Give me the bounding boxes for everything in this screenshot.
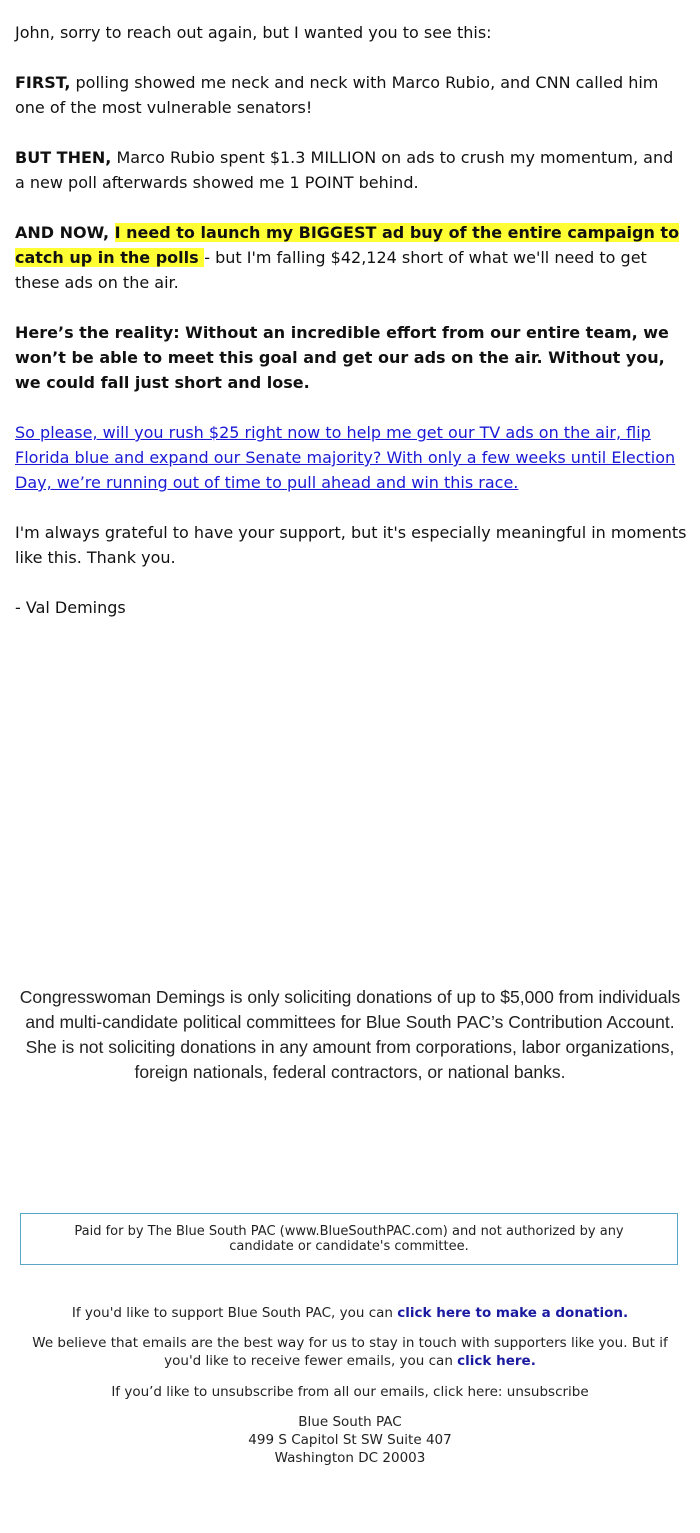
solicitation-disclaimer: Congresswoman Demings is only soliciting donations of up to $5,000 from individuals and multi-candidate political committees for Blue South PAC’s Contribution Account. She is not soliciting donations in any amount from corporations, labor organizations, foreign nationals, federal contractors, or national banks. bbox=[19, 987, 681, 1082]
paragraph-thanks: I'm always grateful to have your support, but it's especially meaningful in moments like this. Thank you. bbox=[15, 523, 687, 567]
paid-for-text: Paid for by The Blue South PAC (www.BlueSouthPAC.com) and not authorized by any candidate or candidate's committee. bbox=[74, 1224, 624, 1254]
first-text: polling showed me neck and neck with Marco Rubio, and CNN called him one of the most vulnerable senators! bbox=[15, 73, 659, 117]
mailing-address bbox=[20, 1413, 680, 1467]
donation-link[interactable]: click here to make a donation. bbox=[397, 1305, 629, 1321]
but-then-lead: BUT THEN, bbox=[15, 148, 112, 167]
fewer-emails-text: We believe that emails are the best way for us to stay in touch with supporters like you. But if you'd like to receive fewer emails, you can bbox=[32, 1335, 668, 1369]
highlighted-text: I need to launch my BIGGEST ad buy of the entire campaign to catch up in the polls bbox=[15, 223, 680, 267]
greeting: John, sorry to reach out again, but I wanted you to see this: bbox=[15, 23, 492, 42]
but-then-text: Marco Rubio spent $1.3 MILLION on ads to crush my momentum, and a new poll afterwards showed me 1 POINT behind. bbox=[15, 148, 674, 192]
first-lead: FIRST, bbox=[15, 73, 71, 92]
and-now-lead: AND NOW, bbox=[15, 223, 115, 242]
support-text: If you'd like to support Blue South PAC, you can bbox=[71, 1305, 398, 1321]
paragraph-donate bbox=[15, 420, 687, 495]
signature: - Val Demings bbox=[15, 598, 126, 617]
paragraph-first bbox=[15, 70, 687, 120]
unsubscribe-line bbox=[20, 1383, 680, 1401]
address-line-2: Washington DC 20003 bbox=[274, 1450, 426, 1466]
fewer-emails-line bbox=[20, 1334, 680, 1370]
support-line bbox=[20, 1304, 680, 1322]
and-now-text: - but I'm falling $42,124 short of what we'll need to get these ads on the air. bbox=[15, 248, 647, 292]
paragraph-and-now bbox=[15, 220, 687, 295]
paragraph-reality: Here’s the reality: Without an incredible effort from our entire team, we won’t be able to meet this goal and get our ads on the air. Without you, we could fall just short and lose. bbox=[15, 323, 669, 392]
paragraph-but-then bbox=[15, 145, 687, 195]
paid-for-box bbox=[20, 1213, 678, 1265]
unsubscribe-text: If you’d like to unsubscribe from all our emails, click here: bbox=[111, 1384, 507, 1400]
unsubscribe-link[interactable]: unsubscribe bbox=[506, 1384, 589, 1400]
address-line-1: 499 S Capitol St SW Suite 407 bbox=[248, 1432, 452, 1448]
donate-link[interactable]: So please, will you rush $25 right now to help me get our TV ads on the air, flip Florida blue and expand our Senate majority? With only a few weeks until Election Day, we’re running out of time to pull ahead and win this race. bbox=[15, 423, 676, 492]
org-name: Blue South PAC bbox=[298, 1414, 402, 1430]
fewer-emails-link[interactable]: click here. bbox=[457, 1353, 536, 1369]
